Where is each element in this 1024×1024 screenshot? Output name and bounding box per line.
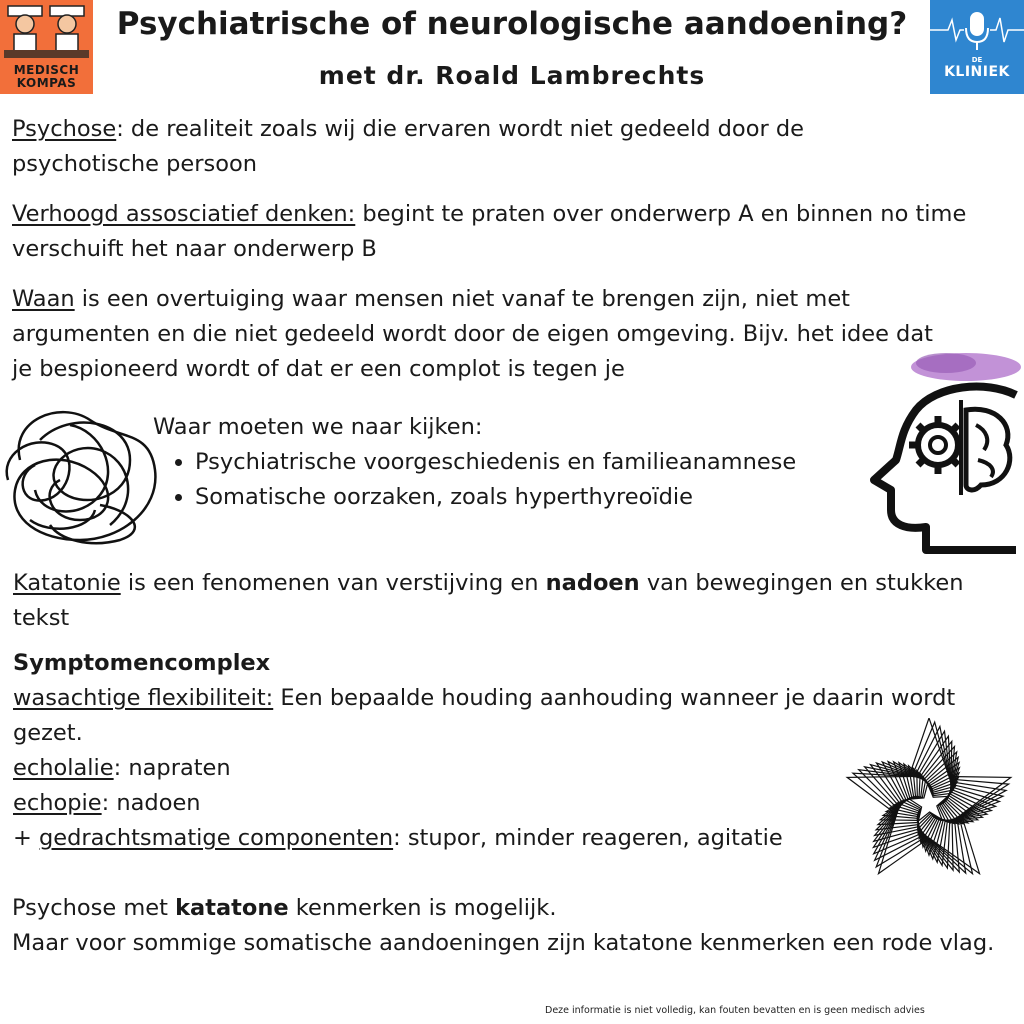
symptomen-heading: Symptomencomplex [13, 650, 271, 676]
conclusie-bold: katatone [175, 895, 289, 921]
waan-text: is een overtuiging waar mensen niet vanaf te brengen zijn, niet met argumenten en die niet gedeeld wordt door de eigen omgeving. Bijv. het idee dat je bespioneerd wordt of dat er een complot is tegen je [12, 286, 933, 382]
list-item: • Psychiatrische voorgeschiedenis en familieanamnese [195, 445, 873, 480]
conclusie-line1 [12, 891, 1002, 926]
de-kliniek-logo [930, 0, 1024, 94]
conclusie-paragraph [12, 891, 1002, 961]
wasachtig-term: wasachtige flexibiliteit: [13, 685, 274, 711]
katatonie-text2: van bewegingen en stukken tekst [13, 570, 964, 631]
logo-right-text: KLINIEK [944, 64, 1010, 80]
page-subtitle: met dr. Roald Lambrechts [318, 61, 706, 90]
katatonie-term: Katatonie [13, 570, 121, 596]
waan-term: Waan [12, 286, 75, 312]
associatief-text: begint te praten over onderwerp A en binnen no time verschuift het naar onderwerp B [12, 201, 967, 262]
psychose-paragraph [12, 112, 912, 182]
gedrag-term: gedrachtsmatige componenten [39, 825, 394, 851]
psychose-term: Psychose [12, 116, 117, 142]
katatonie-bold: nadoen [545, 570, 640, 596]
conclusie-line2: Maar voor sommige somatische aandoeningen zijn katatone kenmerken een rode vlag. [12, 930, 995, 956]
medisch-kompas-logo [0, 0, 93, 94]
associatief-term: Verhoogd assosciatief denken: [12, 201, 356, 227]
associatief-paragraph [12, 197, 1002, 267]
wasachtig-text: Een bepaalde houding aanhouding wanneer je daarin wordt gezet. [13, 685, 956, 746]
conclusie-text-a: Psychose met [12, 895, 176, 921]
list-item: • Somatische oorzaken, zoals hyperthyreoïdie [195, 480, 873, 515]
echolalie-term: echolalie [13, 755, 114, 781]
echopie-text: : nadoen [101, 790, 201, 816]
page-title: Psychiatrische of neurologische aandoening? [116, 6, 908, 42]
logo-right-small: DE [971, 56, 983, 64]
logo-left-line2: KOMPAS [16, 76, 77, 90]
kijken-list [153, 445, 873, 515]
spiral-star [838, 718, 1020, 890]
echopie-term: echopie [13, 790, 102, 816]
microphone-icon [930, 0, 1024, 56]
kijken-section [153, 410, 873, 515]
gedrag-prefix: + [13, 825, 40, 851]
disclaimer: Deze informatie is niet volledig, kan fouten bevatten en is geen medisch advies [545, 1005, 925, 1016]
psychose-text: : de realiteit zoals wij die ervaren wordt niet gedeeld door de psychotische persoon [12, 116, 804, 177]
katatonie-text1: is een fenomenen van verstijving en [120, 570, 546, 596]
conclusie-text-b: kenmerken is mogelijk. [288, 895, 557, 921]
katatonie-paragraph [13, 566, 1003, 636]
head-brain-gear-icon [866, 345, 1024, 555]
gedrag-text: : stupor, minder reageren, agitatie [393, 825, 783, 851]
waan-paragraph [12, 282, 952, 387]
kijken-heading: Waar moeten we naar kijken: [153, 414, 483, 440]
doctors-icon [0, 0, 93, 64]
logo-left-line1: MEDISCH [13, 63, 80, 77]
echolalie-text: : napraten [113, 755, 231, 781]
tangled-scribble [0, 400, 165, 550]
